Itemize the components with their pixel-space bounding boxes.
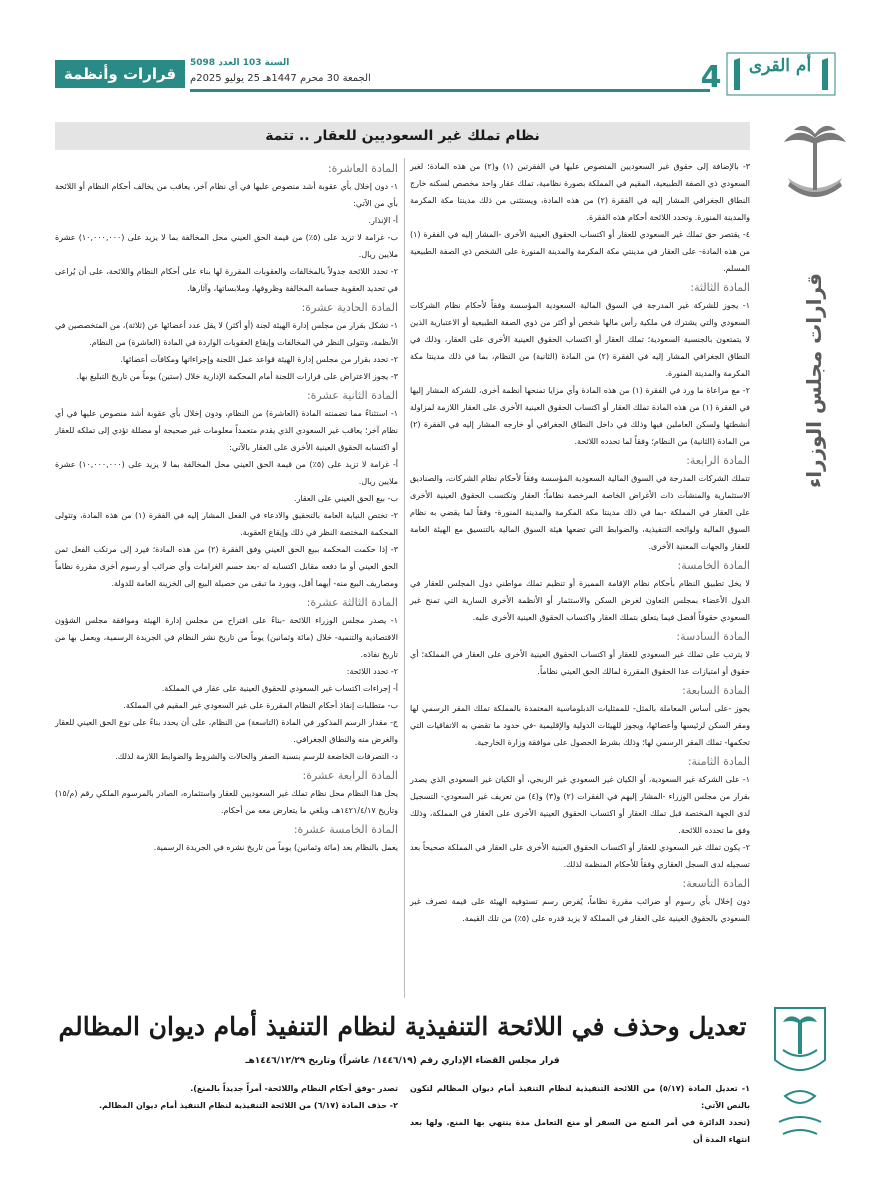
paragraph: ٣- إذا حكمت المحكمة ببيع الحق العيني وفق الفقرة (٢) من هذه المادة؛ فيرد إلى مرتكب الفعل ثمن الحق العيني أو ما دفعه مقابل اكتسابه له -بعد حسم الغرامات وأي ضرائب أو رسوم أخرى مقررة نظاماً ومصاريف البيع منه- أيهما أقل، ويورد ما تبقى من حصيلة البيع إلى الخزينة العامة للدولة. bbox=[55, 545, 398, 588]
paragraph: ١- تعديل المادة (٥/١٧) من اللائحة التنفيذية لنظام التنفيذ أمام ديوان المظالم لتكون بالنص الآتي: bbox=[410, 1084, 750, 1110]
paragraph: ٣- بالإضافة إلى حقوق غير السعوديين المنصوص عليها في الفقرتين (١) و(٢) من هذه المادة؛ لغير السعودي ذي الصفة الطبيعية، المقيم في المملكة بصورة نظامية، تملك عقار واحد مخصص لسكنه خارج النطاق الجغرافي المشار إليه في الفقرة (٢) من هذه المادة، ويستثنى من ذلك مدينتا مكة المكرمة والمدينة المنورة. وتحدد اللائحة أحكام هذه الفقرة. bbox=[410, 162, 751, 222]
paragraph: د- التصرفات الخاضعة للرسم بنسبة الصفر والحالات والشروط والضوابط اللازمة لذلك. bbox=[115, 752, 398, 761]
article-right-column bbox=[410, 158, 750, 927]
header-rule bbox=[190, 89, 710, 92]
paragraph: ١- يصدر مجلس الوزراء اللائحة -بناءً على اقتراح من مجلس إدارة الهيئة وموافقة مجلس الشؤون الاقتصادية والتنمية- خلال (مائة وثمانين) يوماً من تاريخ نشر النظام في الجريدة الرسمية، ويعمل بها من تاريخ نفاذه. bbox=[55, 616, 398, 659]
article-heading: المادة الخامسة عشرة: bbox=[293, 823, 398, 836]
article-heading: المادة الثانية عشرة: bbox=[306, 389, 398, 402]
article-heading: المادة الثالثة عشرة: bbox=[306, 596, 398, 609]
article-heading: المادة التاسعة: bbox=[682, 877, 750, 890]
paragraph: ٣- يجوز الاعتراض على قرارات اللجنة أمام المحكمة الإدارية خلال (ستين) يوماً من تاريخ التبليغ بها. bbox=[76, 372, 398, 381]
paragraph: ٢- تحدد اللائحة جدولاً بالمخالفات والعقوبات المقررة لها بناء على أحكام النظام واللائحة، على أن يُراعى في تحديد العقوبة جسامة المخالفة وظروفها، وملابساتها، وآثارها. bbox=[55, 267, 398, 293]
paragraph: لا يترتب على تملك غير السعودي للعقار أو اكتساب الحقوق العينية الأخرى على العقار في المملكة؛ أي حقوق أو امتيازات عدا الحقوق المقررة لمالك الحق العيني نظاماً. bbox=[410, 650, 750, 676]
article-heading: المادة الثالثة: bbox=[690, 281, 750, 294]
bottom-article-title: تعديل وحذف في اللائحة التنفيذية لنظام التنفيذ أمام ديوان المظالم bbox=[58, 1012, 747, 1041]
paragraph: ٢- تحدد اللائحة: bbox=[346, 667, 398, 676]
paragraph: ٢- تحدد بقرار من مجلس إدارة الهيئة قواعد عمل اللجنة وإجراءاتها ومكافآت أعضائها. bbox=[120, 355, 398, 364]
sidebar-title: قرارات مجلس الوزراء bbox=[802, 272, 826, 488]
paragraph: لا يخل تطبيق النظام بأحكام نظام الإقامة المميزة أو تنظيم تملك مواطني دول المجلس للعقار في الدول الأعضاء بمجلس التعاون لغرض السكن والاستثمار أو الأنظمة الأخرى السارية التي تمنح غير السعودي حقوقاً أفضل فيما يتعلق بتملك العقار واكتساب الحقوق العينية الأخرى عليه. bbox=[410, 579, 750, 622]
article-heading: المادة الخامسة: bbox=[677, 559, 750, 572]
article-heading: المادة الحادية عشرة: bbox=[301, 301, 398, 314]
paragraph: ١- على الشركة غير السعودية، أو الكيان غير السعودي غير الربحي، أو الكيان غير السعودي الذي يصدر بقرار من مجلس الوزراء -المشار إليهم في الفقرات (٢) و(٣) و(٤) من تعريف غير السعودي- التسجيل لدى الجهة المختصة قبل تملك العقار أو اكتساب الحقوق العينية الأخرى على العقار في المملكة، وذلك وفق ما تحدده اللائحة. bbox=[410, 775, 751, 835]
paragraph: ج- مقدار الرسم المذكور في المادة (التاسعة) من النظام، على أن يحدد بناءً على نوع الحق العيني للعقار والغرض منه والنطاق الجغرافي. bbox=[55, 718, 398, 744]
paragraph: ٢- تختص النيابة العامة بالتحقيق والادعاء في الفعل المشار إليه في الفقرة (١) من هذه المادة، وتتولى المحكمة المختصة النظر في ذلك وإيقاع العقوبة. bbox=[55, 511, 398, 537]
date-line: الجمعة 30 محرم 1447هـ 25 يوليو 2025م bbox=[190, 73, 371, 84]
paragraph: (تحدد الدائرة في أمر المنع من السفر أو منع التعامل مدة ينتهي بها المنع. ولها بعد انتهاء المدة أن bbox=[410, 1118, 750, 1144]
article-heading: المادة العاشرة: bbox=[327, 162, 398, 175]
paragraph: تصدر -وفق أحكام النظام واللائحة- أمراً جديداً بالمنع). bbox=[190, 1084, 398, 1093]
article-heading: المادة الرابعة: bbox=[686, 454, 750, 467]
paragraph: دون إخلال بأي رسوم أو ضرائب مقررة نظاماً، يُفرض رسم تستوفيه الهيئة على قيمة تصرف غير السعودي بالحقوق العينية على العقار في المملكة لا يزيد قدره على (٥٪) من تلك القيمة. bbox=[410, 897, 750, 923]
section-tag: قرارات وأنظمة bbox=[55, 60, 185, 88]
paragraph: ب- متطلبات إنفاذ أحكام النظام المقررة على غير السعودي غير المقيم في المملكة. bbox=[123, 701, 398, 710]
bottom-right-column bbox=[410, 1080, 750, 1148]
bottom-left-column bbox=[55, 1080, 398, 1114]
article-heading: المادة الرابعة عشرة: bbox=[302, 769, 398, 782]
paragraph: ١- استثناءً مما تضمنته المادة (العاشرة) من النظام، ودون إخلال بأي عقوبة أشد منصوص عليها في أي نظام آخر؛ يعاقب غير السعودي الذي يقدم متعمداً معلومات غير صحيحة أو مضللة تؤدي إلى تملكه للعقار أو اكتسابه الحقوق العينية الأخرى على العقار بالآتي: bbox=[55, 409, 398, 452]
issue-line: السنة 103 العدد 5098 bbox=[190, 58, 290, 68]
paragraph: ٤- يقتصر حق تملك غير السعودي للعقار أو اكتساب الحقوق العينية الأخرى -المشار إليه في الفقرة (١) من هذه المادة- على العقار في مدينتي مكة المكرمة والمدينة المنورة على الشخص ذي الصفة الطبيعية المسلم. bbox=[410, 230, 750, 273]
article-left-column bbox=[55, 158, 398, 856]
article-heading: المادة السابعة: bbox=[682, 684, 750, 697]
paragraph: أ- الإنذار. bbox=[368, 216, 398, 225]
paragraph: يعمل بالنظام بعد (مائة وثمانين) يوماً من تاريخ نشره في الجريدة الرسمية. bbox=[153, 843, 398, 852]
paragraph: ٢- يكون تملك غير السعودي للعقار أو اكتساب الحقوق العينية الأخرى على العقار في المملكة صحيحاً بعد تسجيله لدى السجل العقاري وفقاً للأحكام المنظمة لذلك. bbox=[410, 843, 750, 869]
article-heading: المادة السادسة: bbox=[676, 630, 750, 643]
column-divider bbox=[404, 158, 405, 998]
paragraph: ٢- حذف المادة (٦/١٧) من اللائحة التنفيذية لنظام التنفيذ أمام ديوان المظالم. bbox=[98, 1101, 398, 1110]
paragraph: أ- غرامة لا تزيد على (٥٪) من قيمة الحق العيني محل المخالفة بما لا يزيد على (١٠,٠٠٠,٠٠٠) عشرة ملايين ريال. bbox=[55, 460, 398, 486]
paragraph: ب- غرامة لا تزيد على (٥٪) من قيمة الحق العيني محل المخالفة بما لا يزيد على (١٠,٠٠٠,٠٠٠) عشرة ملايين ريال. bbox=[55, 233, 398, 259]
paragraph: ب- بيع الحق العيني على العقار. bbox=[293, 494, 398, 503]
paragraph: تتملك الشركات المدرجة في السوق المالية السعودية المؤسسة وفقاً لأحكام نظام الشركات، والصناديق الاستثمارية والمنشآت ذات الأغراض الخاصة المرخصة نظاماً؛ العقار وتكتسب الحقوق العينية الأخرى على العقار في المملكة -بما في ذلك مدينتا مكة المكرمة والمدينة المنورة- وفقاً لما يقضي به نظام السوق المالية ولوائحه التنفيذية، والضوابط التي تضعها هيئة السوق المالية بالتنسيق مع الهيئة العامة للعقار والجهات المعنية الأخرى. bbox=[410, 474, 750, 551]
paragraph: ٢- مع مراعاة ما ورد في الفقرة (١) من هذه المادة وأي مزايا تمنحها أنظمة أخرى، للشركة المشار إليها في الفقرة (١) من هذه المادة تملك العقار أو اكتساب الحقوق العينية الأخرى على العقار اللازمة لمزاولة أنشطتها ولسكن العاملين فيها وذلك في داخل النطاق الجغرافي أو خارجه المشار إليه في الفقرة (٢) من المادة (الثانية) من النظام؛ وفقاً لما تحدده اللائحة. bbox=[410, 386, 751, 446]
bottom-article-subtitle: قرار مجلس القضاء الإداري رقم (١٤٤٦/١٩/ عاشراً) وتاريخ ١٤٤٦/١٢/٢٩هـ bbox=[245, 1056, 560, 1066]
paragraph: يجوز -على أساس المعاملة بالمثل- للممثليات الدبلوماسية المعتمدة بالمملكة تملك المقر الرسمي لها ومقر السكن لرئيسها وأعضائها، ويجوز للهيئات الدولية والإقليمية -في حدود ما تقضي به الاتفاقيات التي تحكمها- تملك المقر الرسمي لها؛ وذلك بشرط الحصول على موافقة وزارة الخارجية. bbox=[410, 704, 750, 747]
grievances-board-emblem-icon bbox=[765, 1000, 835, 1150]
article-title: نظام تملك غير السعوديين للعقار .. تتمة bbox=[55, 122, 750, 150]
logo-text: أم القرى bbox=[748, 56, 812, 76]
paragraph: ١- تشكل بقرار من مجلس إدارة الهيئة لجنة (أو أكثر) لا يقل عدد أعضائها عن (ثلاثة)، من المتخصصين في الأنظمة، وتتولى النظر في المخالفات وإيقاع العقوبات الواردة في المادة (العاشرة) من النظام. bbox=[55, 321, 398, 347]
paragraph: يحل هذا النظام محل نظام تملك غير السعوديين للعقار واستثماره، الصادر بالمرسوم الملكي رقم (م/١٥) وتاريخ ١٤٢١/٤/١٧هـ، ويلغي ما يتعارض معه من أحكام. bbox=[55, 789, 398, 815]
paragraph: أ- إجراءات اكتساب غير السعودي للحقوق العينية على عقار في المملكة. bbox=[161, 684, 398, 693]
page-header bbox=[0, 0, 889, 110]
paragraph: ١- يجوز للشركة غير المدرجة في السوق المالية السعودية المؤسسة وفقاً لأحكام نظام الشركات السعودي والتي يشترك في ملكية رأس مالها شخص أو أكثر من ذوي الصفة الطبيعية أو الاعتبارية الذين لا يتمتعون بالجنسية السعودية؛ تملك العقار أو اكتساب الحقوق العينية الأخرى على العقار، وذلك في النطاق الجغرافي المشار إليه في الفقرة (٢) من المادة (الثانية) من النظام، بما في ذلك مدينتا مكة المكرمة والمدينة المنورة. bbox=[410, 301, 750, 378]
article-heading: المادة الثامنة: bbox=[687, 755, 750, 768]
paragraph: ١- دون إخلال بأي عقوبة أشد منصوص عليها في أي نظام آخر، يعاقب من يخالف أحكام النظام أو اللائحة بأي من الآتي: bbox=[55, 182, 398, 208]
page-number: 4 bbox=[700, 60, 722, 95]
